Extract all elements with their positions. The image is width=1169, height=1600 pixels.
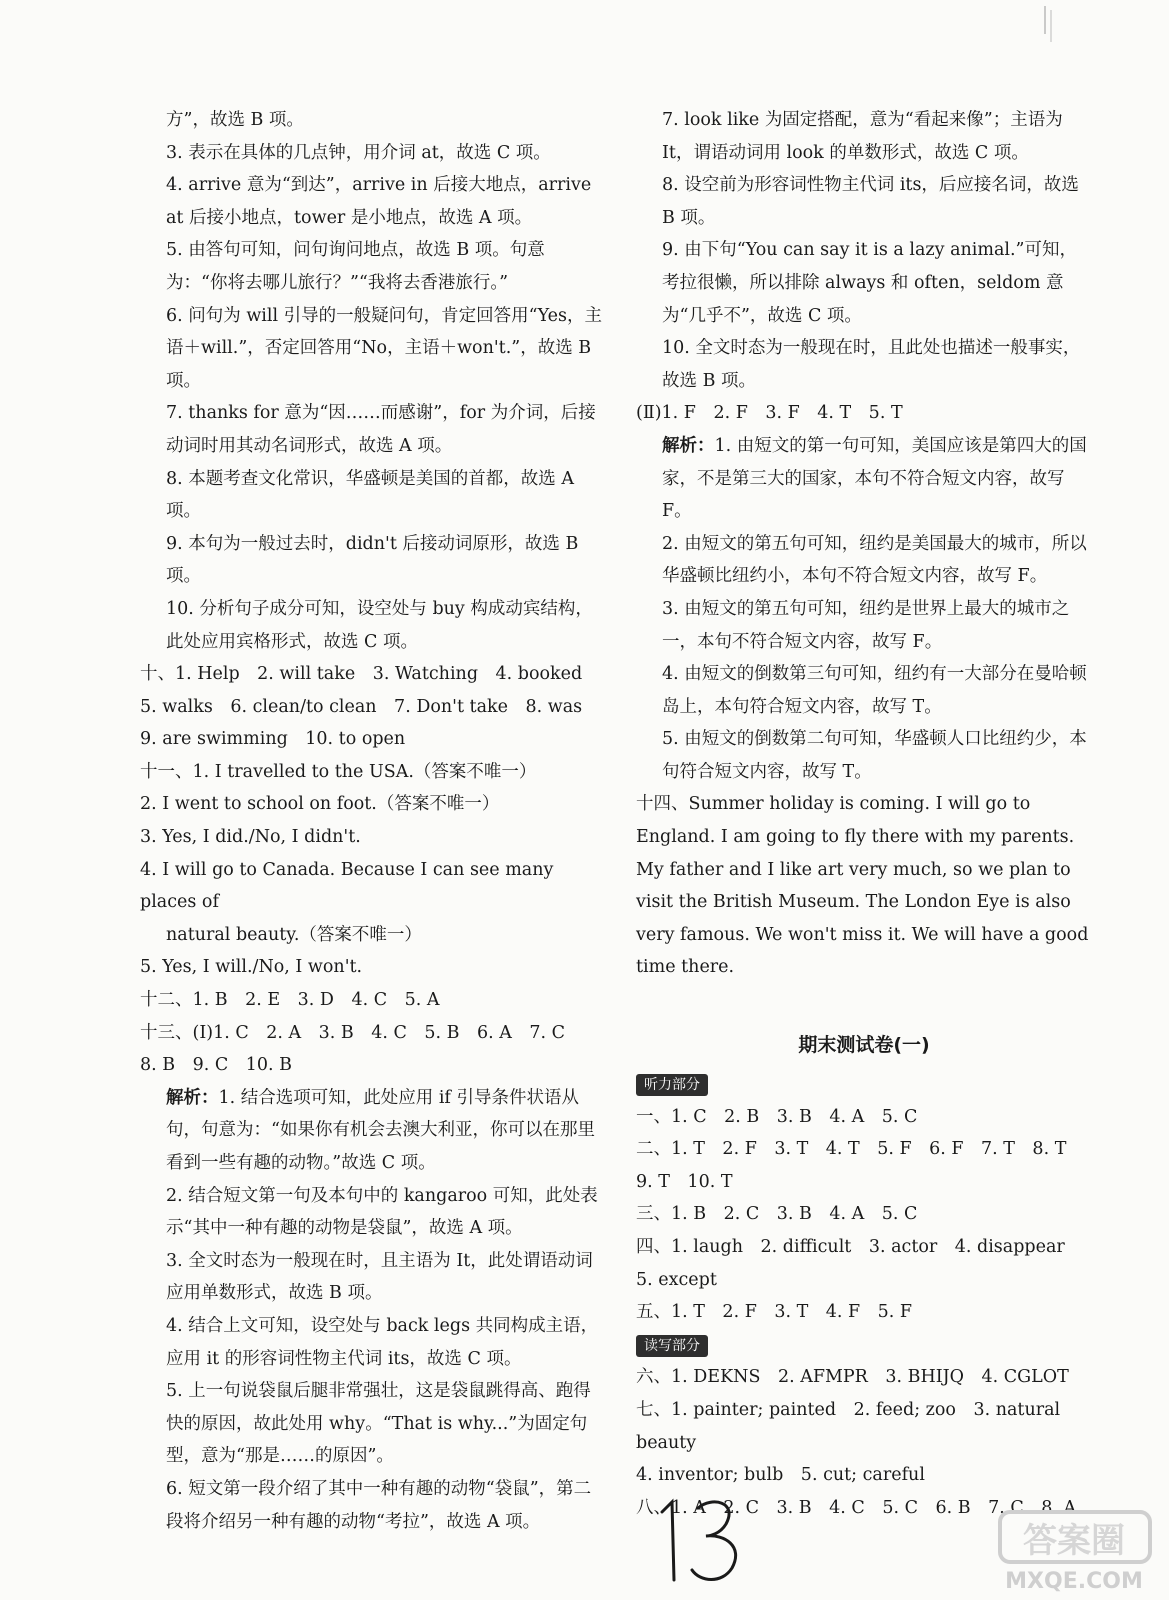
exam-title: 期末测试卷(一) xyxy=(798,1034,930,1057)
answer-line xyxy=(636,104,1092,169)
answer-line xyxy=(140,1049,602,1082)
answer-line: 二、1. T 2. F 3. T 4. T 5. F 6. F 7. T 8. T xyxy=(636,1139,1067,1160)
answer-line xyxy=(140,691,602,724)
analysis-label: 解析： xyxy=(662,435,715,456)
answer-text: 1. 由短文的第一句可知，美国应该是第四大的国家，不是第三大的国家，本句不符合短文内容，故写 F。 xyxy=(662,435,1087,522)
answer-text: 十三、(Ⅰ)1. C 2. A 3. B 4. C 5. B 6. A 7. C xyxy=(140,1022,566,1043)
answer-line xyxy=(140,951,602,984)
reading-tag: 读写部分 xyxy=(636,1335,708,1357)
answer-text: 10. 全文时态为一般现在时，且此处也描述一般事实，故选 B 项。 xyxy=(662,338,1081,391)
answer-line xyxy=(140,463,602,528)
answer-text: 4. arrive 意为“到达”，arrive in 后接大地点，arrive at 后接小地点，tower 是小地点，故选 A 项。 xyxy=(166,175,592,228)
answer-line xyxy=(140,1180,602,1245)
answer-line: 五、1. T 2. F 3. T 4. F 5. F xyxy=(636,1302,913,1323)
answer-text: 7. thanks for 意为“因……而感谢”，for 为介词，后接动词时用其动名词形式，故选 A 项。 xyxy=(166,403,596,456)
answer-text: 8. 本题考查文化常识，华盛顿是美国的首都，故选 A 项。 xyxy=(166,468,574,522)
watermark-text: MXQE.COM xyxy=(1005,1569,1143,1594)
svg-text:答案圈: 答案圈 xyxy=(1023,1521,1125,1561)
answer-line xyxy=(140,104,602,137)
answer-line xyxy=(140,788,602,821)
answer-line: 5. except xyxy=(636,1269,717,1290)
answer-line xyxy=(636,528,1092,593)
answer-line xyxy=(140,397,602,462)
answer-line xyxy=(140,1082,602,1180)
page-number xyxy=(640,1488,760,1588)
answer-line xyxy=(140,169,602,234)
watermark-logo xyxy=(994,1508,1164,1596)
answer-line xyxy=(636,723,1092,788)
answer-line: 四、1. laugh 2. difficult 3. actor 4. disappear xyxy=(636,1237,1065,1257)
answer-text: 4. I will go to Canada. Because I can see many places of xyxy=(140,859,554,913)
answer-text: 5. walks 6. clean/to clean 7. Don't take 8. was xyxy=(140,696,583,717)
answer-text: 8. 设空前为形容词性物主代词 its，后应接名词，故选 B 项。 xyxy=(662,175,1079,228)
answer-text: 4. 由短文的倒数第三句可知，纽约有一大部分在曼哈顿岛上，本句符合短文内容，故写 T。 xyxy=(662,664,1087,717)
answer-text: 6. 问句为 will 引导的一般疑问句，肯定回答用“Yes，主语＋will.”，否定回答用“No，主语＋won't.”，故选 B 项。 xyxy=(166,305,602,391)
answer-line xyxy=(636,397,1092,430)
page-number-text: 13 xyxy=(640,1488,642,1489)
answer-text: 9. 本句为一般过去时，didn't 后接动词原形，故选 B 项。 xyxy=(166,533,579,587)
answer-text: 10. 分析句子成分可知，设空处与 buy 构成动宾结构，此处应用宾格形式，故选 C 项。 xyxy=(166,598,593,652)
answer-line xyxy=(636,234,1092,332)
answer-text: 3. 由短文的第五句可知，纽约是世界上最大的城市之一，本句不符合短文内容，故写 F。 xyxy=(662,598,1070,652)
left-column xyxy=(140,104,602,1538)
answer-text: 9. are swimming 10. to open xyxy=(140,729,406,750)
answer-line xyxy=(636,430,1092,528)
answer-line xyxy=(140,1310,602,1375)
answer-line: 三、1. B 2. C 3. B 4. A 5. C xyxy=(636,1204,918,1225)
answer-line: 4. inventor; bulb 5. cut; careful xyxy=(636,1465,925,1486)
corner-marks xyxy=(1042,4,1054,44)
answer-text: 5. 由答句可知，问句询问地点，故选 B 项。句意为：“你将去哪儿旅行？”“我将去香港旅行。” xyxy=(166,240,545,293)
answer-text: 十、1. Help 2. will take 3. Watching 4. booked xyxy=(140,664,583,685)
answer-line xyxy=(636,332,1092,397)
answer-text: 方”，故选 B 项。 xyxy=(166,110,304,130)
answer-line xyxy=(636,593,1092,658)
answer-line: 9. T 10. T xyxy=(636,1171,733,1192)
answer-line xyxy=(636,658,1092,723)
answer-text: 5. 上一句说袋鼠后腿非常强壮，这是袋鼠跳得高、跑得快的原因，故此处用 why。“That is why...”为固定句型，意为“那是……的原因”。 xyxy=(166,1381,591,1467)
answer-line xyxy=(140,756,602,789)
right-answers xyxy=(636,104,1092,984)
answer-line xyxy=(140,723,602,756)
analysis-label: 解析： xyxy=(166,1087,219,1108)
answer-text: 7. look like 为固定搭配，意为“看起来像”；主语为 It，谓语动词用 look 的单数形式，故选 C 项。 xyxy=(662,110,1063,163)
answer-text: 3. 表示在具体的几点钟，用介词 at，故选 C 项。 xyxy=(166,142,551,163)
answer-line: 七、1. painter; painted 2. feed; zoo 3. natural beauty xyxy=(636,1399,1061,1453)
answer-text: 9. 由下句“You can say it is a lazy animal.”可知，考拉很懒，所以排除 always 和 often，seldom 意为“几乎不”，故选 C 项。 xyxy=(662,240,1078,326)
answer-text: 5. 由短文的倒数第二句可知，华盛顿人口比纽约少，本句符合短文内容，故写 T。 xyxy=(662,729,1087,782)
answer-text: 2. 由短文的第五句可知，纽约是美国最大的城市，所以华盛顿比纽约小，本句不符合短文内容，故写 F。 xyxy=(662,533,1087,587)
answer-line xyxy=(140,1375,602,1473)
answer-line xyxy=(140,821,602,854)
answer-line: 一、1. C 2. B 3. B 4. A 5. C xyxy=(636,1106,918,1127)
answer-line xyxy=(140,1245,602,1310)
answer-line xyxy=(140,919,602,952)
answer-text: 8. B 9. C 10. B xyxy=(140,1055,293,1076)
answer-line xyxy=(140,137,602,170)
right-column xyxy=(636,104,1092,1524)
answer-text: (Ⅱ)1. F 2. F 3. F 4. T 5. T xyxy=(636,403,903,424)
answer-text: 5. Yes, I will./No, I won't. xyxy=(140,957,363,978)
answer-line xyxy=(140,1017,602,1050)
answer-line xyxy=(140,854,602,919)
answer-line xyxy=(140,234,602,299)
answer-line: 八、1. A 2. C 3. B 4. C 5. C 6. B 7. C 8. A xyxy=(636,1497,1077,1518)
answer-line xyxy=(140,528,602,593)
answer-text: 2. 结合短文第一句及本句中的 kangaroo 可知，此处表示“其中一种有趣的动物是袋鼠”，故选 A 项。 xyxy=(166,1185,598,1239)
answer-line xyxy=(636,788,1092,984)
answer-text: 1. 结合选项可知，此处应用 if 引导条件状语从句，句意为：“如果你有机会去澳大利亚，你可以在那里看到一些有趣的动物。”故选 C 项。 xyxy=(166,1087,595,1173)
answer-line xyxy=(140,1473,602,1538)
answer-text: 6. 短文第一段介绍了其中一种有趣的动物“袋鼠”，第二段将介绍另一种有趣的动物“考拉”，故选 A 项。 xyxy=(166,1478,592,1532)
answer-line xyxy=(140,593,602,658)
answer-line xyxy=(140,658,602,691)
answer-line xyxy=(140,984,602,1017)
answer-text: 3. Yes, I did./No, I didn't. xyxy=(140,827,361,848)
answer-text: natural beauty.（答案不唯一） xyxy=(166,924,422,945)
answer-text: 2. I went to school on foot.（答案不唯一） xyxy=(140,794,500,815)
answer-text: 3. 全文时态为一般现在时，且主语为 It，此处谓语动词应用单数形式，故选 B 项。 xyxy=(166,1250,593,1304)
answer-text: 4. 结合上文可知，设空处与 back legs 共同构成主语，应用 it 的形容词性物主代词 its，故选 C 项。 xyxy=(166,1315,599,1369)
answer-line xyxy=(140,300,602,398)
listening-answers xyxy=(636,1101,1092,1329)
answer-text: 十四、Summer holiday is coming. I will go to England. I am going to fly there with my parents. My father and I like art very much, so we plan to visit the British Museum. The London Eye is also very famous. We won't miss it. We will have a good time there. xyxy=(636,794,1089,978)
answer-line: 六、1. DEKNS 2. AFMPR 3. BHIJQ 4. CGLOT xyxy=(636,1367,1069,1388)
answer-line xyxy=(636,169,1092,234)
answer-text: 十二、1. B 2. E 3. D 4. C 5. A xyxy=(140,990,440,1011)
answer-text: 十一、1. I travelled to the USA.（答案不唯一） xyxy=(140,761,537,782)
listening-tag: 听力部分 xyxy=(636,1074,708,1096)
